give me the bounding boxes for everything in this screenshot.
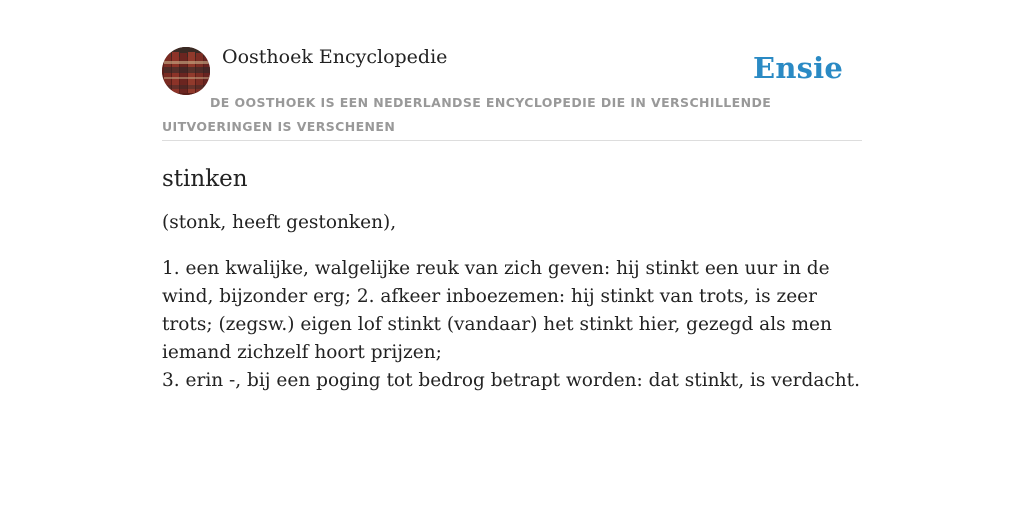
entry-grammar: (stonk, heeft gestonken), [162, 212, 397, 233]
site-name[interactable]: Oosthoek Encyclopedie [222, 46, 448, 68]
brand-logo-link[interactable]: Ensie [753, 51, 843, 85]
entry-term: stinken [162, 166, 248, 192]
site-header [162, 46, 862, 141]
definition-line: 3. erin -, bij een poging tot bedrog betrapt worden: dat stinkt, is verdacht. [162, 370, 860, 391]
entry-definition [162, 255, 862, 395]
encyclopedia-books-icon[interactable] [162, 47, 210, 95]
site-tagline: DE OOSTHOEK IS EEN NEDERLANDSE ENCYCLOPEDIE DIE IN VERSCHILLENDE UITVOERINGEN IS VERSCHENEN [162, 95, 772, 134]
entry-content [162, 162, 862, 395]
definition-line: 1. een kwalijke, walgelijke reuk van zich geven: hij stinkt een uur in de wind, bijzonder erg; 2. afkeer inboezemen: hij stinkt van trots, is zeer trots; (zegsw.) eigen lof stinkt (vandaar) het stinkt hier, gezegd als men iemand zichzelf hoort prijzen; [162, 258, 832, 363]
